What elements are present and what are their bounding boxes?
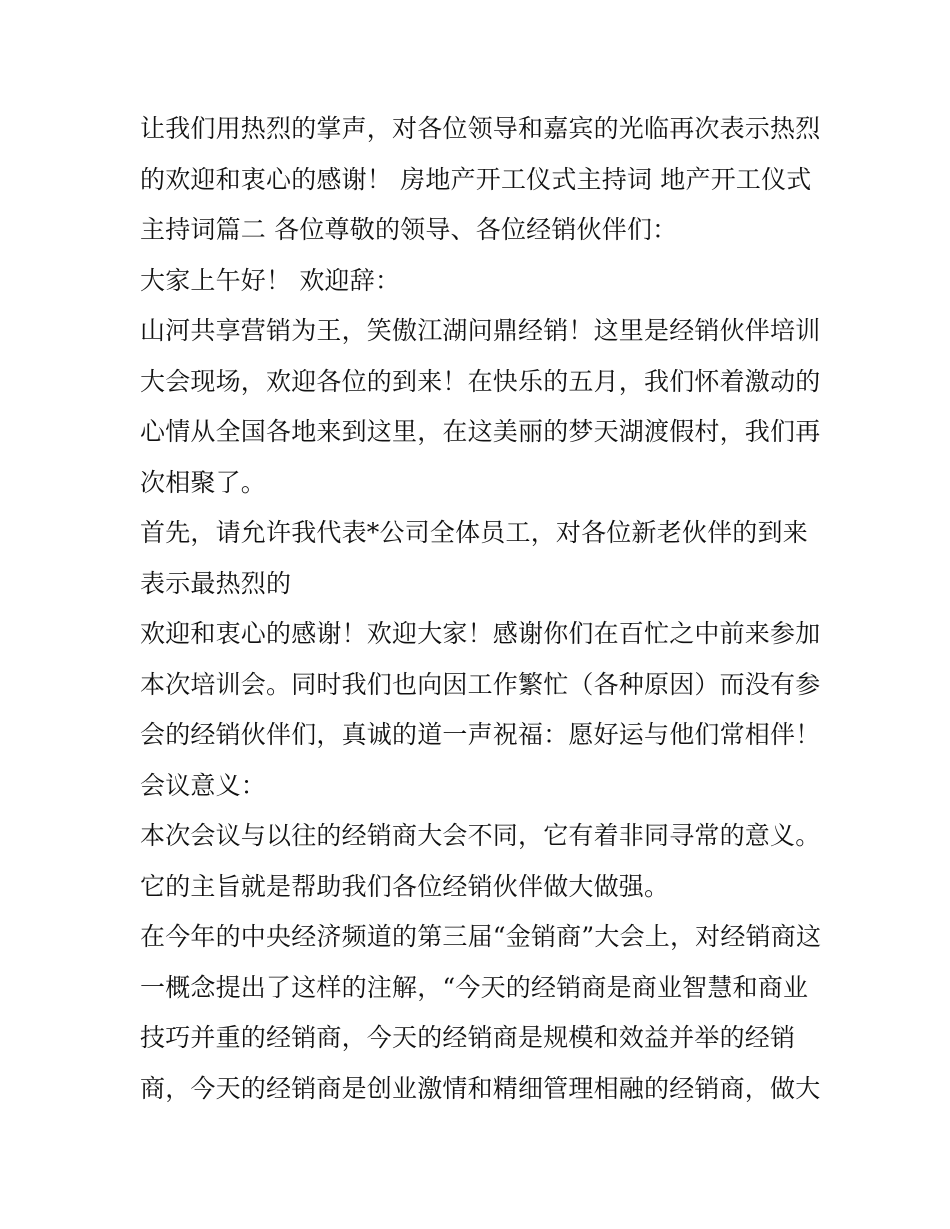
text-line: 会议意义： <box>140 770 267 800</box>
text-line: 本次培训会。同时我们也向因工作繁忙（各种原因）而没有参 <box>140 669 821 699</box>
text-line: 商，今天的经销商是创业激情和精细管理相融的经销商，做大 <box>140 1073 821 1103</box>
document-body <box>140 104 820 1114</box>
text-line: 心情从全国各地来到这里，在这美丽的梦天湖渡假村，我们再 <box>140 417 821 446</box>
text-line: 一概念提出了这样的注解，“今天的经销商是商业智慧和商业 <box>140 972 809 1002</box>
text-line: 次相聚了。 <box>140 467 267 497</box>
text-line: 在今年的中央经济频道的第三届“金销商”大会上，对经销商这 <box>140 922 822 951</box>
text-line: 它的主旨就是帮助我们各位经销伙伴做大做强。 <box>140 871 670 901</box>
text-line: 山河共享营销为王，笑傲江湖问鼎经销！这里是经销伙伴培训 <box>140 316 821 345</box>
text-line: 欢迎和衷心的感谢！欢迎大家！感谢你们在百忙之中前来参加 <box>140 619 821 648</box>
text-line: 主持词篇二 各位尊敬的领导、各位经销伙伴们： <box>140 215 678 244</box>
text-line: 技巧并重的经销商，今天的经销商是规模和效益并举的经销 <box>140 1023 796 1052</box>
text-line: 大会现场，欢迎各位的到来！在快乐的五月，我们怀着激动的 <box>140 366 821 396</box>
text-line: 首先，请允许我代表*公司全体员工，对各位新老伙伴的到来 <box>140 518 808 547</box>
text-line: 本次会议与以往的经销商大会不同，它有着非同寻常的意义。 <box>140 821 821 850</box>
text-line: 会的经销伙伴们，真诚的道一声祝福：愿好运与他们常相伴！ <box>140 720 821 749</box>
text-line: 大家上午好！ 欢迎辞： <box>140 265 401 295</box>
text-line: 的欢迎和衷心的感谢！ 房地产开工仪式主持词 地产开工仪式 <box>140 164 812 194</box>
text-line: 让我们用热烈的掌声，对各位领导和嘉宾的光临再次表示热烈 <box>140 114 821 143</box>
text-line: 表示最热烈的 <box>140 568 292 598</box>
